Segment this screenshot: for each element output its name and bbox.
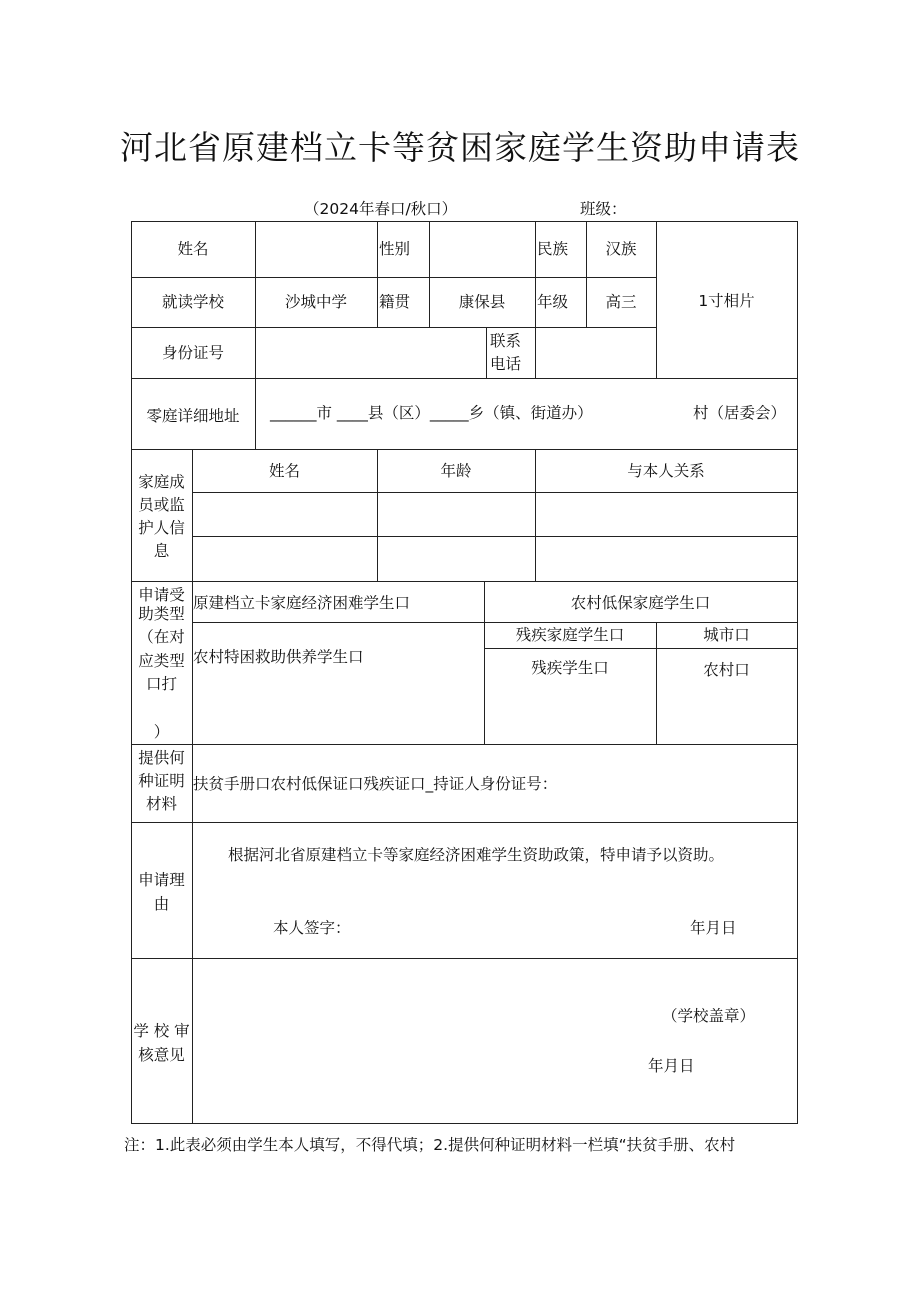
phone-label-2: 电话 <box>490 355 522 373</box>
reason-label-2: 由 <box>153 895 170 913</box>
proof-text[interactable]: 扶贫手册口农村低保证口残疾证口_持证人身份证号： <box>193 775 558 793</box>
gender-field[interactable] <box>430 222 534 276</box>
reason-text: 根据河北省原建档立卡等家庭经济困难学生资助政策，特申请予以资助。 <box>228 846 725 864</box>
aid-option-disabled-family[interactable]: 残疾家庭学生口 <box>515 626 625 644</box>
reason-date: 年月日 <box>690 919 737 937</box>
aid-label-5: 口打 <box>145 675 177 693</box>
aid-option-poverty[interactable]: 原建档立卡家庭经济困难学生口 <box>193 594 411 612</box>
address-text: ______市 ____县（区）_____乡（镇、街道办） <box>270 404 593 422</box>
grade-value: 高三 <box>605 293 637 311</box>
gender-label: 性别 <box>379 240 411 258</box>
school-value: 沙城中学 <box>284 293 347 311</box>
footnote: 注：1.此表必须由学生本人填写，不得代填；2.提供何种证明材料一栏填“扶贫手册、农村 <box>124 1136 736 1154</box>
family-header-name: 姓名 <box>268 462 300 480</box>
family-header-relation: 与本人关系 <box>627 462 705 480</box>
family-label-2: 员或监 <box>138 496 185 514</box>
review-label-1: 学 校 审 <box>133 1022 190 1040</box>
semester-label: （2024年春口/秋口） <box>304 200 458 218</box>
family-label-3: 护人信 <box>138 519 185 537</box>
name-label: 姓名 <box>177 240 209 258</box>
aid-label-6: ） <box>153 723 170 741</box>
school-seal-label: （学校盖章） <box>662 1007 756 1025</box>
origin-label: 籍贯 <box>379 293 411 311</box>
aid-option-rural[interactable]: 农村口 <box>703 661 750 679</box>
family-label-1: 家庭成 <box>138 473 185 491</box>
signature-label: 本人签字： <box>273 919 351 937</box>
proof-label-2: 种证明 <box>138 772 185 790</box>
aid-option-special-support[interactable]: 农村特困救助供养学生口 <box>193 648 364 666</box>
form-title: 河北省原建档立卡等贫困家庭学生资助申请表 <box>120 128 800 167</box>
phone-field[interactable] <box>536 328 655 377</box>
aid-option-rural-subsistence[interactable]: 农村低保家庭学生口 <box>570 594 711 612</box>
address-village: 村（居委会） <box>693 404 787 422</box>
proof-label-3: 材料 <box>145 795 177 813</box>
aid-label-1: 申请受 <box>138 586 185 604</box>
aid-label-2: 助类型 <box>138 605 185 623</box>
photo-placeholder: 1寸相片 <box>698 292 755 310</box>
grade-label: 年级 <box>537 293 569 311</box>
aid-label-3: （在对 <box>138 628 185 646</box>
family-header-age: 年龄 <box>440 462 472 480</box>
address-label: 零庭详细地址 <box>146 407 240 425</box>
ethnic-value: 汉族 <box>605 240 637 258</box>
aid-option-urban[interactable]: 城市口 <box>703 626 750 644</box>
phone-label: 联系 <box>490 332 522 350</box>
id-label: 身份证号 <box>161 344 224 362</box>
name-field[interactable] <box>256 222 376 276</box>
reason-label-1: 申请理 <box>138 871 185 889</box>
proof-label-1: 提供何 <box>138 749 185 767</box>
aid-label-4: 应类型 <box>138 652 185 670</box>
family-label-4: 息 <box>153 542 170 560</box>
aid-option-disabled-student[interactable]: 残疾学生口 <box>531 659 609 677</box>
school-label: 就读学校 <box>161 293 224 311</box>
review-date: 年月日 <box>648 1057 695 1075</box>
id-field[interactable] <box>256 328 485 377</box>
class-label: 班级： <box>580 200 627 218</box>
ethnic-label: 民族 <box>537 240 569 258</box>
origin-value: 康保县 <box>458 293 506 311</box>
review-label-2: 核意见 <box>138 1046 185 1064</box>
